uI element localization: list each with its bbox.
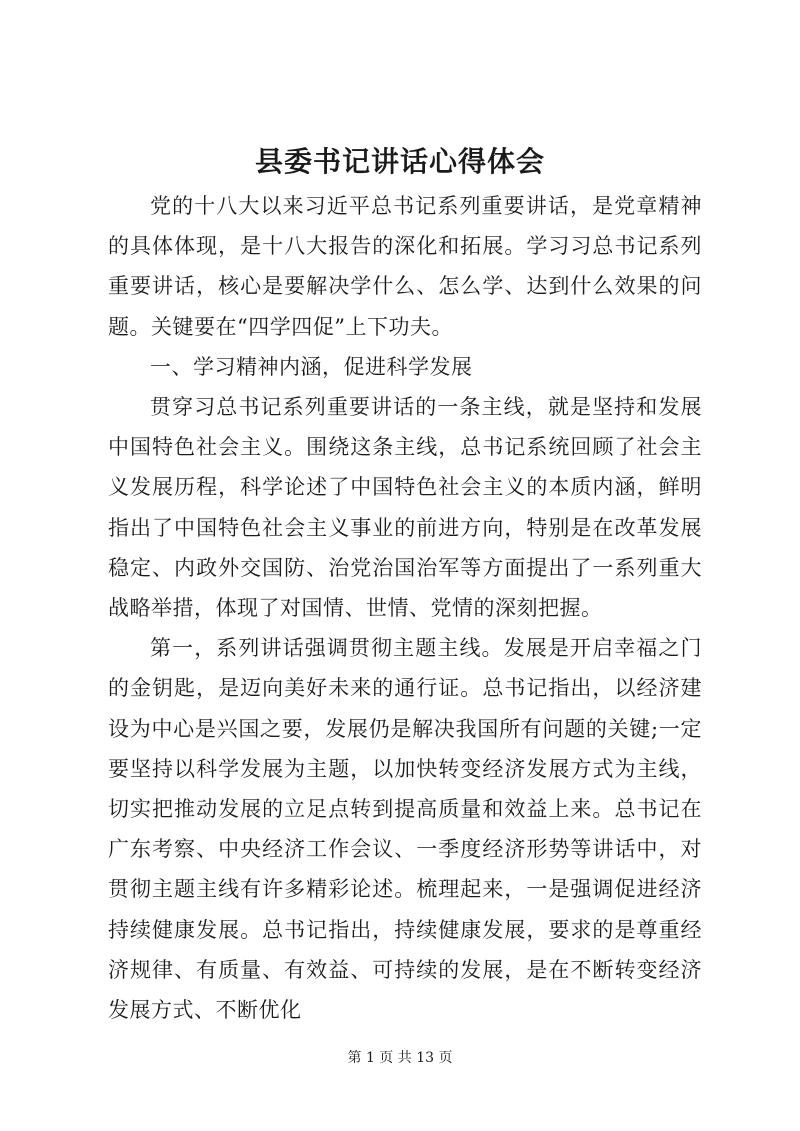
paragraph-intro: 党的十八大以来习近平总书记系列重要讲话，是党章精神的具体体现，是十八大报告的深化和拓展。学习习总书记系列重要讲话，核心是要解决学什么、怎么学、达到什么效果的问题。关键要在“四学四促”上下功夫。 — [108, 194, 702, 339]
document-title: 县委书记讲话心得体会 — [254, 145, 545, 178]
document-body — [108, 186, 702, 1030]
paragraph-main-line: 贯穿习总书记系列重要讲话的一条主线，就是坚持和发展中国特色社会主义。围绕这条主线，总书记系统回顾了社会主义发展历程，科学论述了中国特色社会主义的本质内涵，鲜明指出了中国特色社会主义事业的前进方向，特别是在改革发展稳定、内政外交国防、治党治国治军等方面提出了一系列重大战略举措，体现了对国情、世情、党情的深刻把握。 — [108, 395, 702, 621]
paragraph-first-point: 第一，系列讲话强调贯彻主题主线。发展是开启幸福之门的金钥匙，是迈向美好未来的通行证。总书记指出，以经济建设为中心是兴国之要，发展仍是解决我国所有问题的关键;一定要坚持以科学发展为主题，以加快转变经济发展方式为主线，切实把推动发展的立足点转到提高质量和效益上来。总书记在广东考察、中央经济工作会议、一季度经济形势等讲话中，对贯彻主题主线有许多精彩论述。梳理起来，一是强调促进经济持续健康发展。总书记指出，持续健康发展，要求的是尊重经济规律、有质量、有效益、可持续的发展，是在不断转变经济发展方式、不断优化 — [108, 636, 702, 1023]
section-heading: 一、学习精神内涵，促进科学发展 — [150, 354, 473, 379]
page-footer: 第 1 页 共 13 页 — [347, 1050, 453, 1066]
